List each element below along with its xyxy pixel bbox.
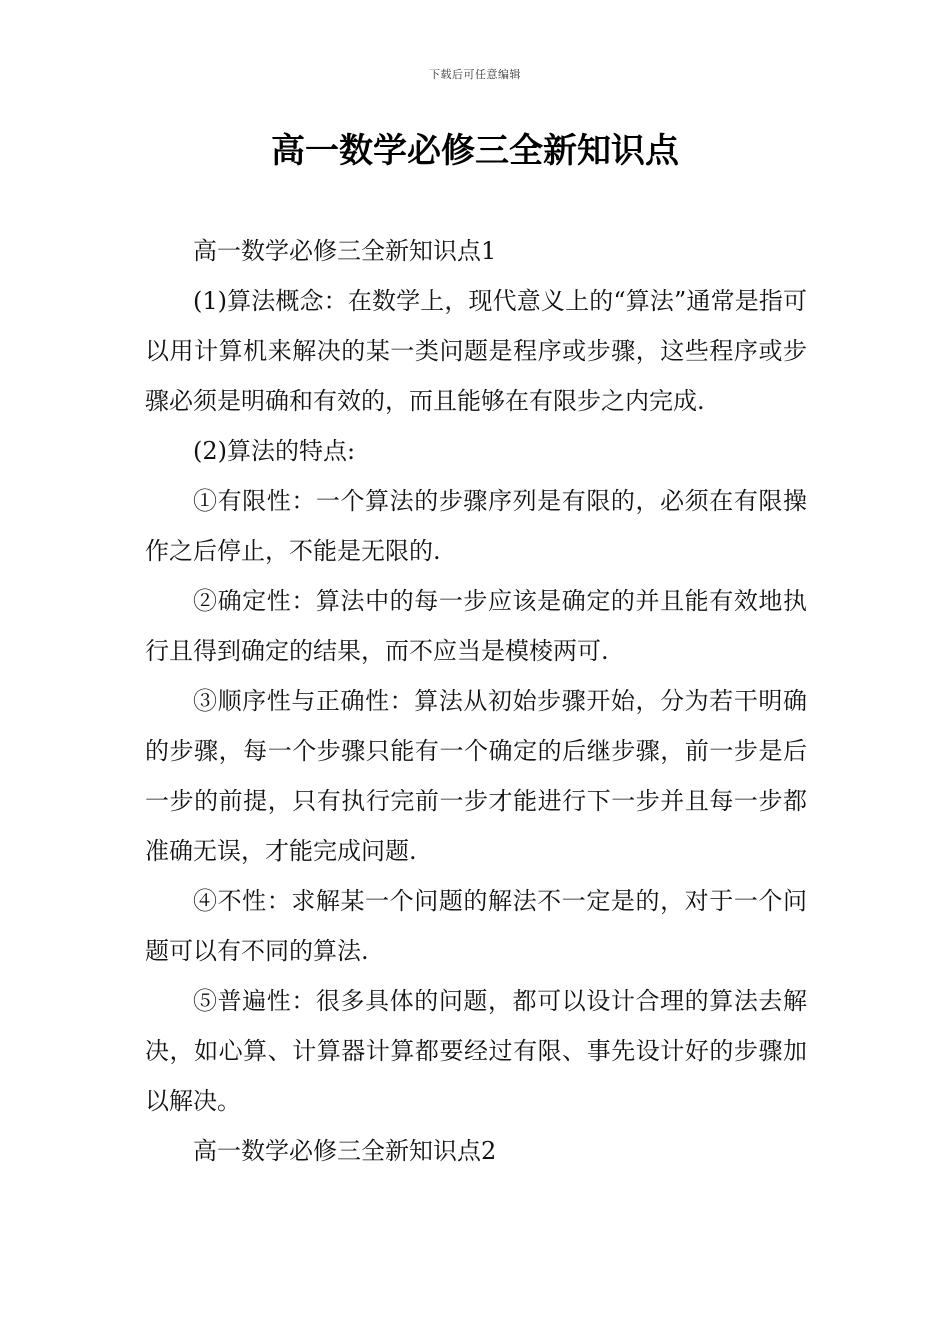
paragraph-algorithm-features: (2)算法的特点: <box>193 437 356 465</box>
section-heading-2: 高一数学必修三全新知识点2 <box>193 1137 497 1165</box>
document-title: 高一数学必修三全新知识点 <box>271 131 679 171</box>
paragraph-finiteness: ①有限性：一个算法的步骤序列是有限的，必须在有限操作之后停止，不能是无限的. <box>145 487 807 565</box>
paragraph-algorithm-concept: (1)算法概念：在数学上，现代意义上的“算法”通常是指可以用计算机来解决的某一类问题是程序或步骤，这些程序或步骤必须是明确和有效的，而且能够在有限步之内完成. <box>145 287 807 415</box>
paragraph-definiteness: ②确定性：算法中的每一步应该是确定的并且能有效地执行且得到确定的结果，而不应当是模棱两可. <box>145 587 807 665</box>
page-header-note: 下载后可任意编辑 <box>429 68 521 81</box>
paragraph-non-uniqueness: ④不性：求解某一个问题的解法不一定是的，对于一个问题可以有不同的算法. <box>145 887 807 965</box>
document-body <box>145 226 807 1176</box>
section-heading-1: 高一数学必修三全新知识点1 <box>193 237 497 265</box>
paragraph-sequence-correctness: ③顺序性与正确性：算法从初始步骤开始，分为若干明确的步骤，每一个步骤只能有一个确定的后继步骤，前一步是后一步的前提，只有执行完前一步才能进行下一步并且每一步都准确无误，才能完成问题. <box>145 687 807 865</box>
paragraph-universality: ⑤普遍性：很多具体的问题，都可以设计合理的算法去解决，如心算、计算器计算都要经过有限、事先设计好的步骤加以解决。 <box>145 987 807 1115</box>
